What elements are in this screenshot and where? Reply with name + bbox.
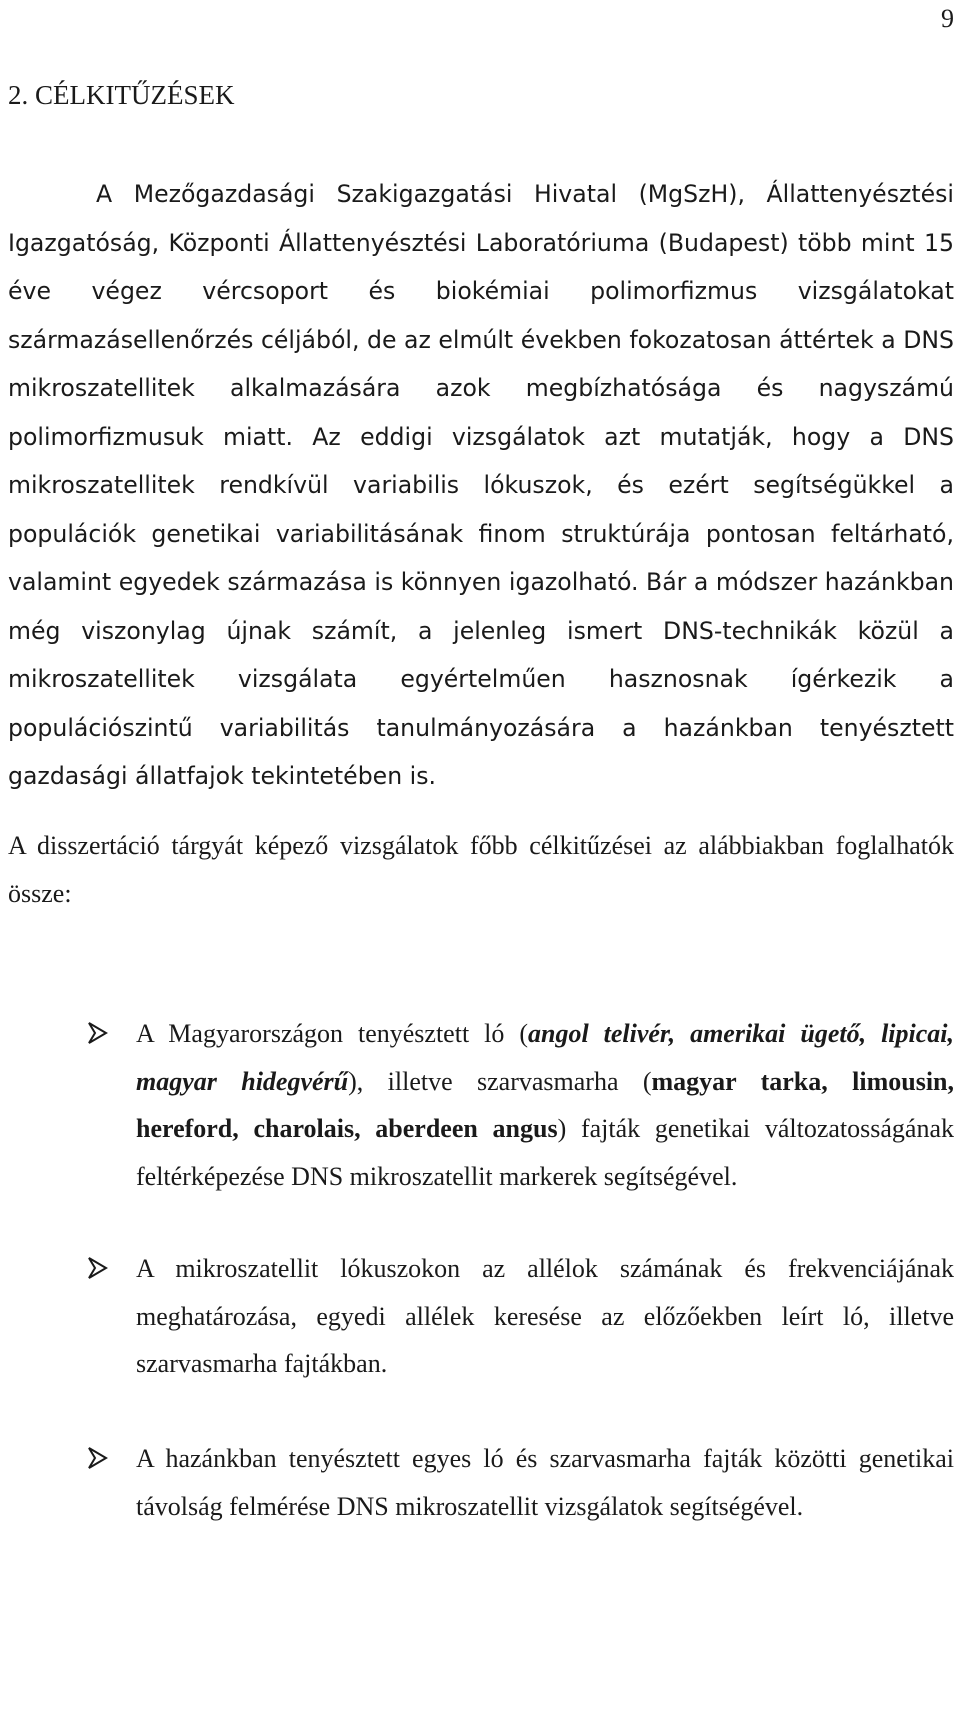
objective-item-3: [88, 1435, 954, 1530]
objective-text-1: [136, 1010, 954, 1200]
intro-paragraph: [8, 170, 954, 801]
cattle-breeds: magyar tarka, limousin, hereford, charolais, aberdeen angus: [136, 1066, 954, 1143]
horse-breeds: angol telivér, amerikai ügető, lipicai, magyar hidegvérű: [136, 1019, 954, 1096]
objectives-intro-paragraph: A disszertáció tárgyát képező vizsgálatok főbb célkitűzései az alábbiakban foglalhatók össze:: [8, 831, 954, 908]
arrowhead-bullet-icon: [88, 1245, 116, 1293]
arrowhead-bullet-icon: [88, 1010, 116, 1058]
objective-1-text-c: ) fajták genetikai változatosságának feltérképezése DNS mikroszatellit markerek segítségével.: [136, 1114, 954, 1191]
objective-text-3: A hazánkban tenyésztett egyes ló és szarvasmarha fajták közötti genetikai távolság felmérése DNS mikroszatellit vizsgálatok segítségével.: [136, 1444, 954, 1521]
objective-1-text-a: A Magyarországon tenyésztett ló (: [136, 1019, 528, 1048]
arrowhead-bullet-icon: [88, 1435, 116, 1483]
intro-paragraph-part2: Az eddigi vizsgálatok azt mutatják, hogy a DNS mikroszatellitek rendkívül variabilis lókuszok, és ezért segítségükkel a populációk genetikai variabilitásának finom struktúrája pontosan feltárható, valamint egyedek származása is könnyen igazolható.: [8, 422, 954, 596]
intro-paragraph-part1: A Mezőgazdasági Szakigazgatási Hivatal (MgSzH), Állattenyésztési Igazgatóság, Központi Állattenyésztési Laboratóriuma (Budapest) több mint 15 éve végez vércsoport és biokémiai polimorfizmus vizsgálatokat származásellenőrzés céljából, de az elmúlt években fokozatosan áttértek a DNS mikroszatellitek alkalmazására azok megbízhatósága és nagyszámú polimorfizmusuk miatt.: [8, 180, 954, 451]
intro-paragraph-part3: Bár a módszer hazánkban még viszonylag újnak számít, a jelenleg ismert DNS-technikák közül a mikroszatellitek vizsgálata egyértelműen hasznosnak ígérkezik a populációszintű variabilitás tanulmányozására a hazánkban tenyésztett gazdasági állatfajok tekintetében is.: [8, 568, 954, 790]
objective-item-1: [88, 1010, 954, 1200]
section-heading: 2. CÉLKITŰZÉSEK: [8, 80, 235, 110]
objective-item-2: [88, 1245, 954, 1388]
objective-1-text-b: ), illetve szarvasmarha (: [348, 1066, 652, 1096]
objective-text-2: A mikroszatellit lókuszokon az allélok számának és frekvenciájának meghatározása, egyedi allélek keresése az előzőekben leírt ló, illetve szarvasmarha fajtákban.: [136, 1254, 954, 1378]
page-number: 9: [941, 4, 954, 33]
